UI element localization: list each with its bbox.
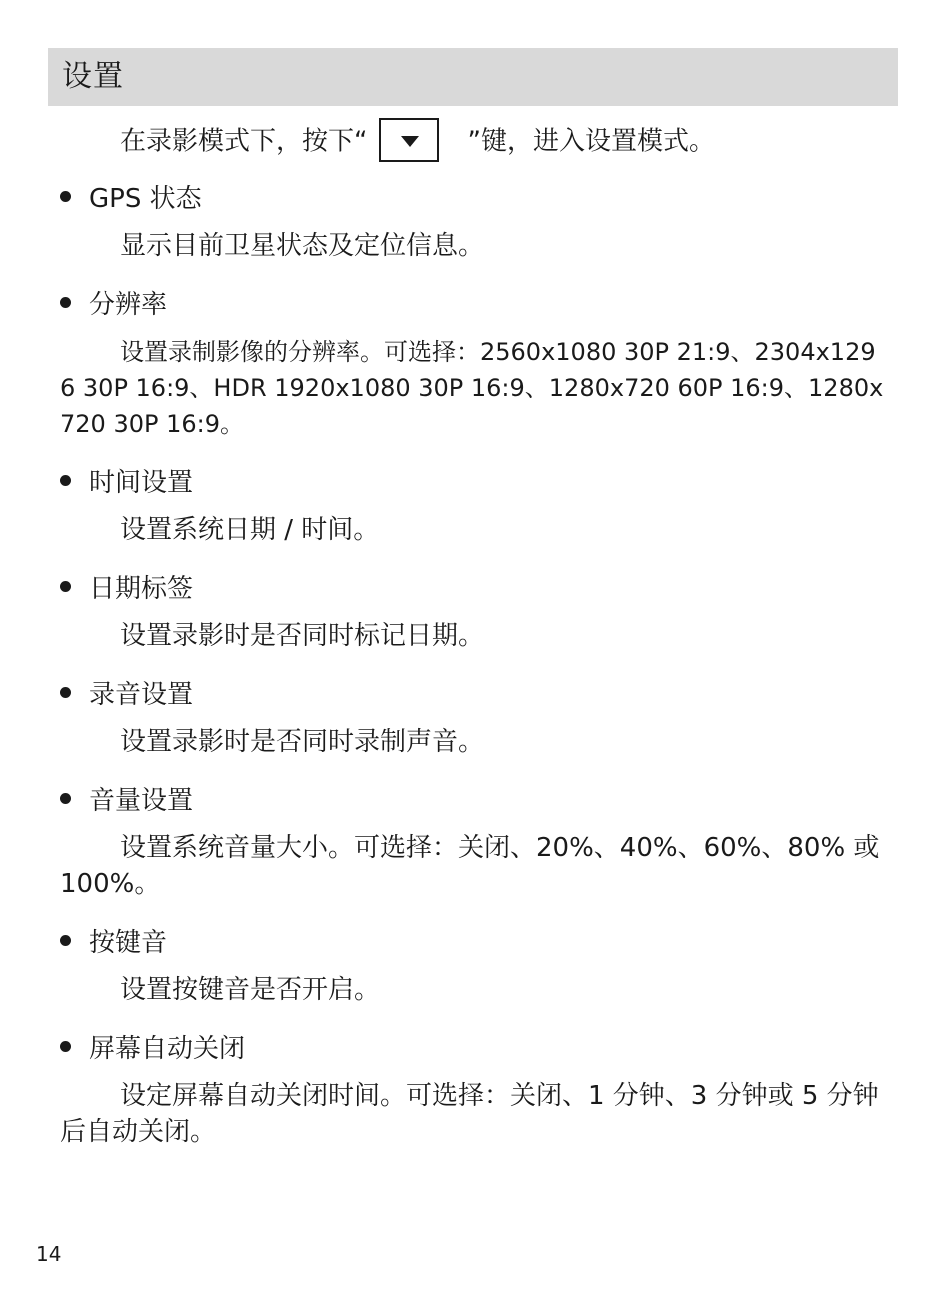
section-header bbox=[48, 48, 898, 106]
item-description: 设置录影时是否同时录制声音。 bbox=[120, 727, 485, 757]
item-description: 显示目前卫星状态及定位信息。 bbox=[120, 231, 485, 261]
intro-text-after: ”键，进入设置模式。 bbox=[467, 126, 715, 157]
item-description: 设置系统日期 / 时间。 bbox=[120, 515, 380, 545]
item-description: 设置系统音量大小。可选择：关闭、20%、40%、60%、80% 或 100%。 bbox=[60, 833, 880, 899]
list-item-date-stamp bbox=[60, 571, 193, 607]
page-title: 设置 bbox=[62, 59, 124, 94]
item-title: GPS 状态 bbox=[89, 184, 202, 214]
item-title: 录音设置 bbox=[89, 680, 194, 710]
item-title: 音量设置 bbox=[89, 786, 194, 816]
bullet-icon bbox=[60, 191, 71, 202]
item-title: 日期标签 bbox=[89, 574, 194, 604]
page-number: 14 bbox=[36, 1242, 62, 1266]
list-item-screen-auto-off bbox=[60, 1031, 245, 1067]
bullet-icon bbox=[60, 1041, 71, 1052]
down-arrow-key-icon bbox=[379, 118, 439, 162]
list-item-audio-recording bbox=[60, 677, 193, 713]
bullet-icon bbox=[60, 475, 71, 486]
item-title: 按键音 bbox=[89, 928, 168, 958]
item-title: 屏幕自动关闭 bbox=[89, 1034, 246, 1064]
bullet-icon bbox=[60, 687, 71, 698]
list-item-resolution bbox=[60, 287, 167, 323]
bullet-icon bbox=[60, 581, 71, 592]
item-title: 时间设置 bbox=[89, 468, 194, 498]
intro-text-before: 在录影模式下，按下“ bbox=[120, 126, 368, 157]
item-description: 设置按键音是否开启。 bbox=[120, 975, 381, 1005]
item-title: 分辨率 bbox=[89, 290, 168, 320]
item-description: 设定屏幕自动关闭时间。可选择：关闭、1 分钟、3 分钟或 5 分钟后自动关闭。 bbox=[60, 1081, 879, 1147]
list-item-key-tone bbox=[60, 925, 167, 961]
item-description: 设置录影时是否同时标记日期。 bbox=[120, 621, 485, 651]
intro-paragraph bbox=[120, 118, 715, 164]
bullet-icon bbox=[60, 793, 71, 804]
bullet-icon bbox=[60, 297, 71, 308]
list-item-time-settings bbox=[60, 465, 193, 501]
bullet-icon bbox=[60, 935, 71, 946]
item-description: 设置录制影像的分辨率。可选择：2560x1080 30P 21:9、2304x1296 30P 16:9、HDR 1920x1080 30P 16:9、1280x720 60P 16:9、1280x720 30P 16:9。 bbox=[60, 338, 884, 438]
list-item-gps-status bbox=[60, 181, 202, 217]
list-item-volume bbox=[60, 783, 193, 819]
